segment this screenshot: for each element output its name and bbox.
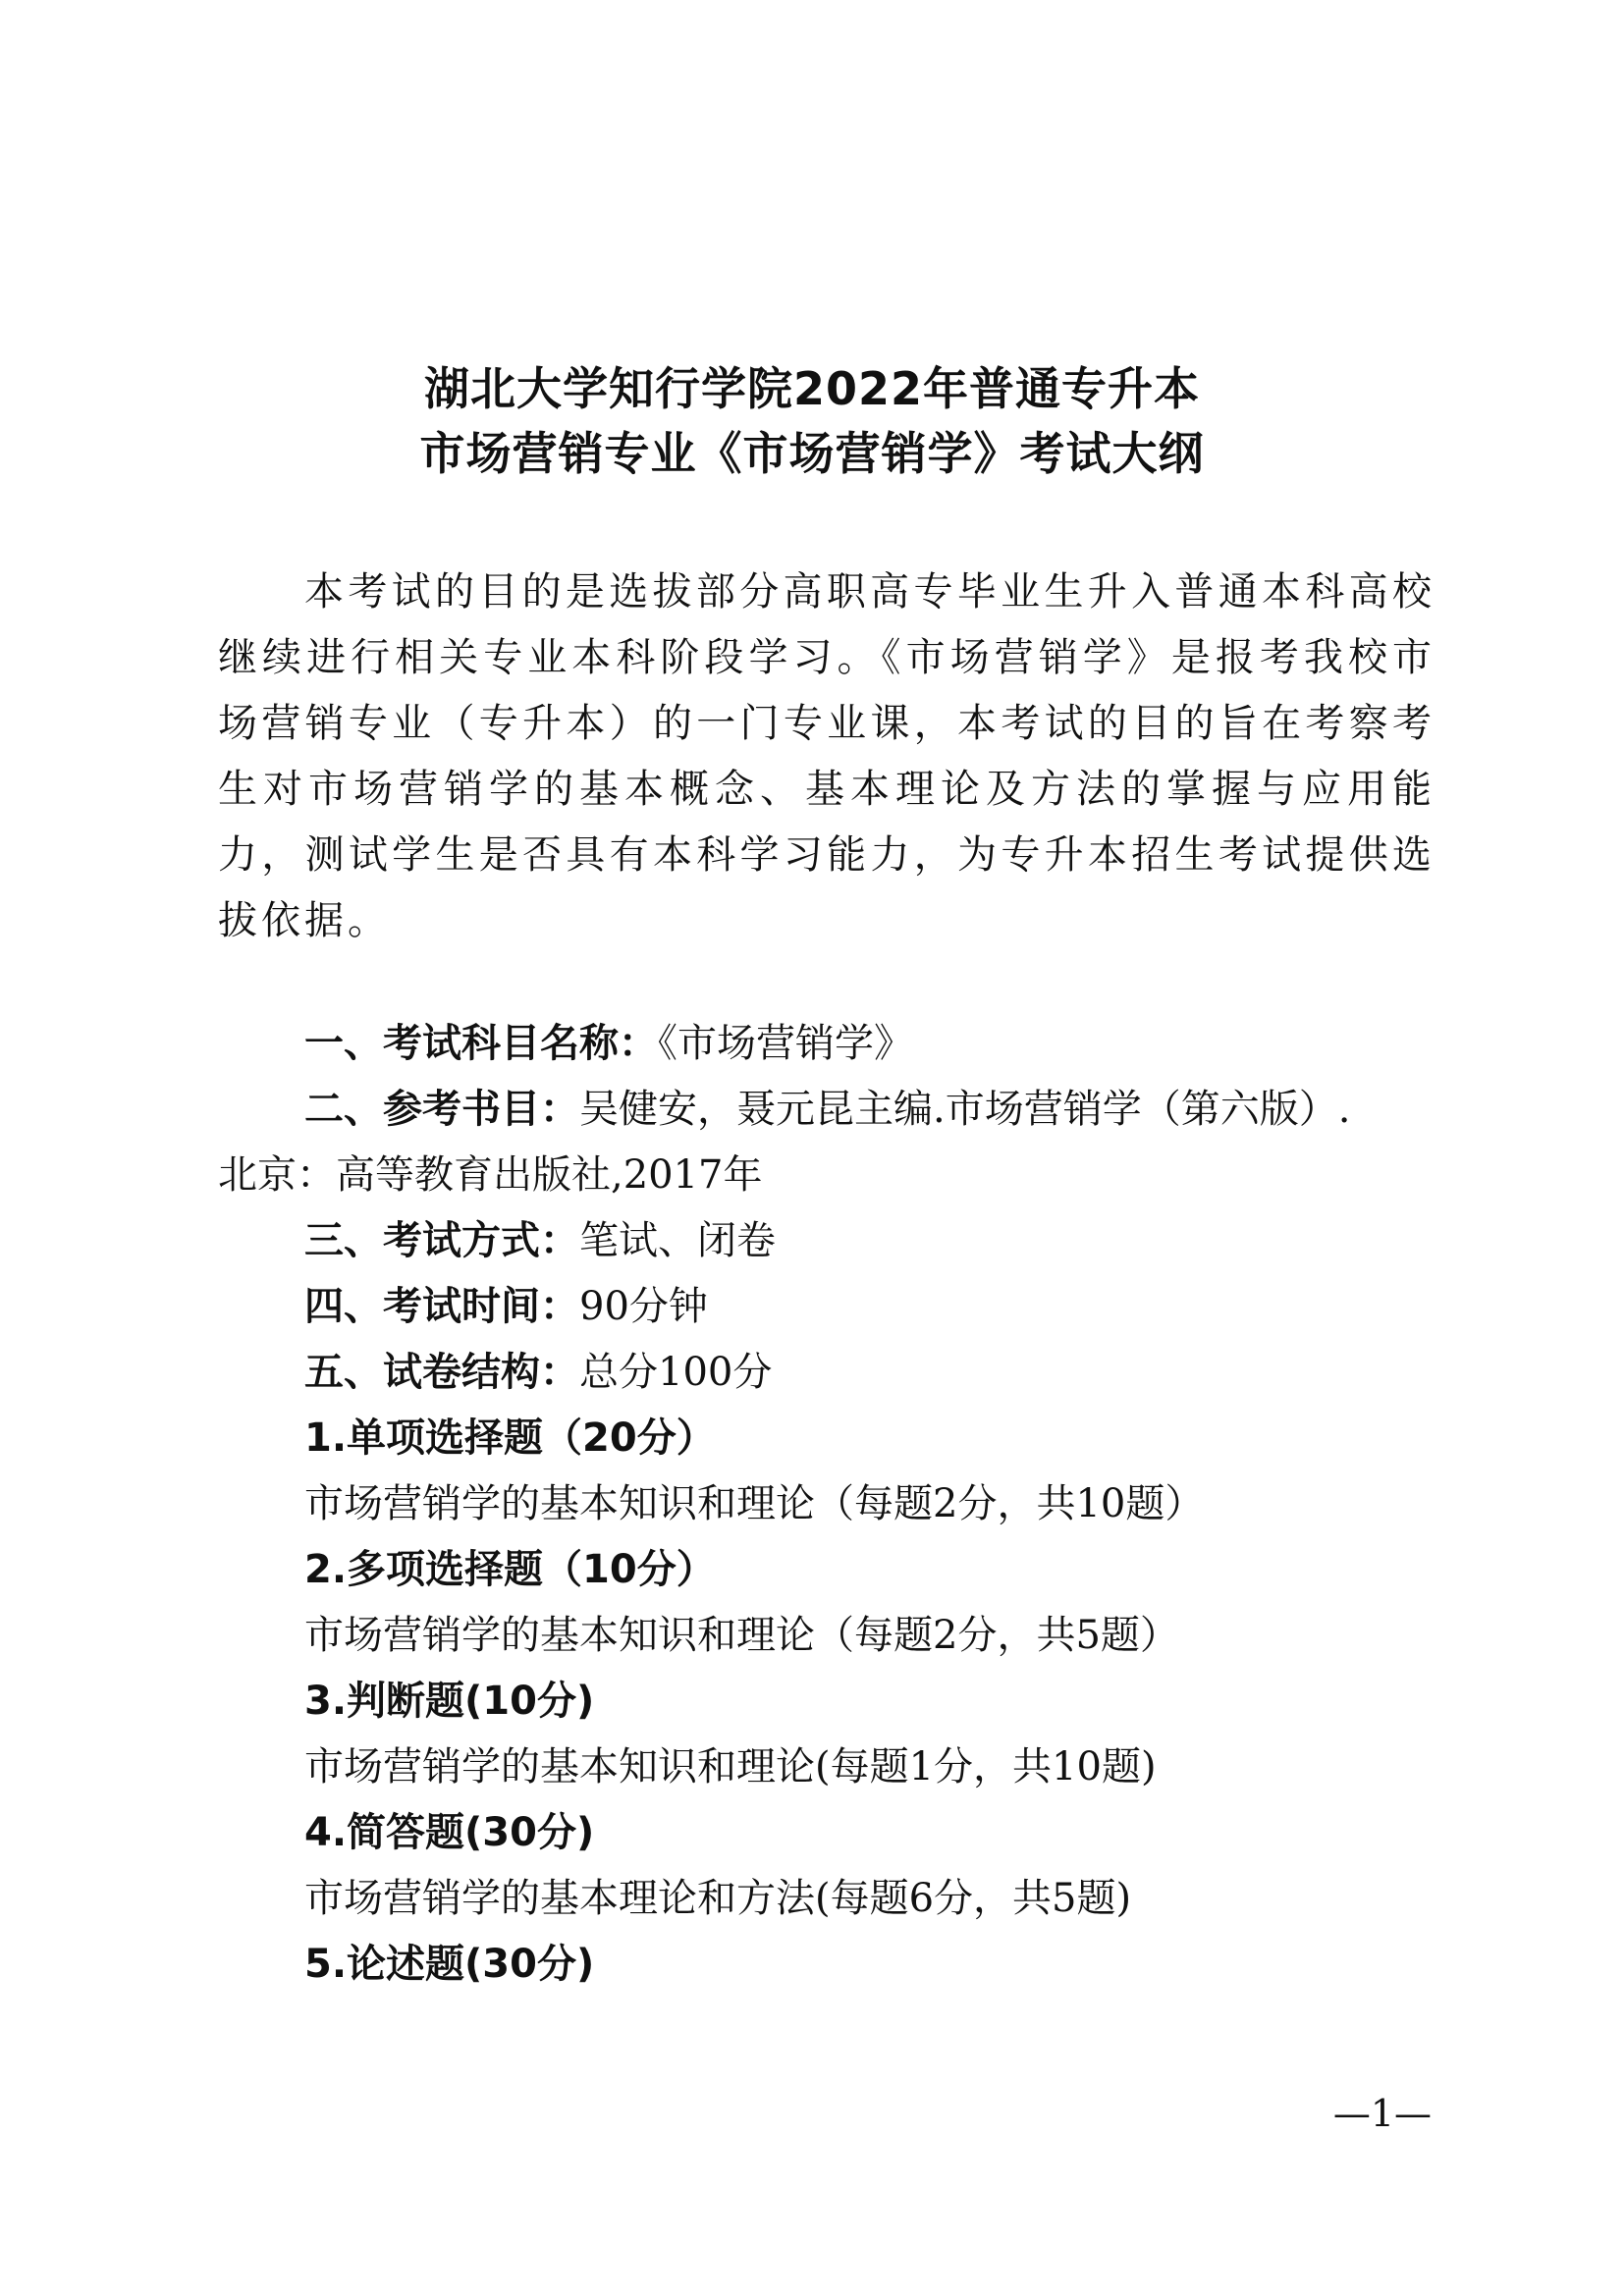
document-title-line-2: 市场营销专业《市场营销学》考试大纲 xyxy=(419,427,1205,480)
section-reference-value: 吴健安，聂元昆主编.市场营销学（第六版）. xyxy=(579,1087,1351,1132)
structure-item-description: 市场营销学的基本理论和方法(每题6分，共5题) xyxy=(304,1876,1132,1921)
section-method-label: 三、考试方式： xyxy=(304,1218,579,1263)
structure-item-heading: 2.多项选择题（10分） xyxy=(304,1547,716,1592)
section-method-value: 笔试、闭卷 xyxy=(579,1218,776,1263)
section-reference-label: 二、参考书目： xyxy=(304,1087,579,1132)
section-reference-continued: 北京：高等教育出版社,2017年 xyxy=(218,1152,763,1198)
section-paper-structure xyxy=(304,1346,772,1399)
section-structure-label: 五、试卷结构： xyxy=(304,1350,579,1395)
intro-paragraph: 本考试的目的是选拔部分高职高专毕业生升入普通本科高校继续进行相关专业本科阶段学习。《市场营销学》是报考我校市场营销专业（专升本）的一门专业课，本考试的目的旨在考察考生对市场营销学的基本概念、基本理论及方法的掌握与应用能力，测试学生是否具有本科学习能力，为专升本招生考试提供选拔依据。 xyxy=(218,569,1435,943)
structure-item-description: 市场营销学的基本知识和理论（每题2分，共5题） xyxy=(304,1613,1179,1658)
structure-item-heading: 3.判断题(10分) xyxy=(304,1679,595,1724)
page-number: —1— xyxy=(1332,2092,1432,2135)
structure-item-heading: 4.简答题(30分) xyxy=(304,1810,595,1855)
section-time-value: 90分钟 xyxy=(579,1284,708,1329)
section-time-label: 四、考试时间： xyxy=(304,1284,579,1329)
document-title-line-1: 湖北大学知行学院2022年普通专升本 xyxy=(423,362,1201,415)
section-subject xyxy=(304,1017,913,1070)
section-exam-method xyxy=(304,1214,776,1267)
structure-item-heading: 5.论述题(30分) xyxy=(304,1942,595,1987)
section-reference-books xyxy=(304,1083,1350,1136)
section-exam-time xyxy=(304,1280,708,1333)
section-structure-value: 总分100分 xyxy=(579,1350,773,1395)
section-subject-label: 一、考试科目名称： xyxy=(304,1021,658,1066)
structure-item-description: 市场营销学的基本知识和理论(每题1分，共10题) xyxy=(304,1744,1157,1789)
section-subject-value: 《市场营销学》 xyxy=(658,1021,913,1066)
structure-item-description: 市场营销学的基本知识和理论（每题2分，共10题） xyxy=(304,1481,1205,1526)
structure-item-heading: 1.单项选择题（20分） xyxy=(304,1415,716,1461)
